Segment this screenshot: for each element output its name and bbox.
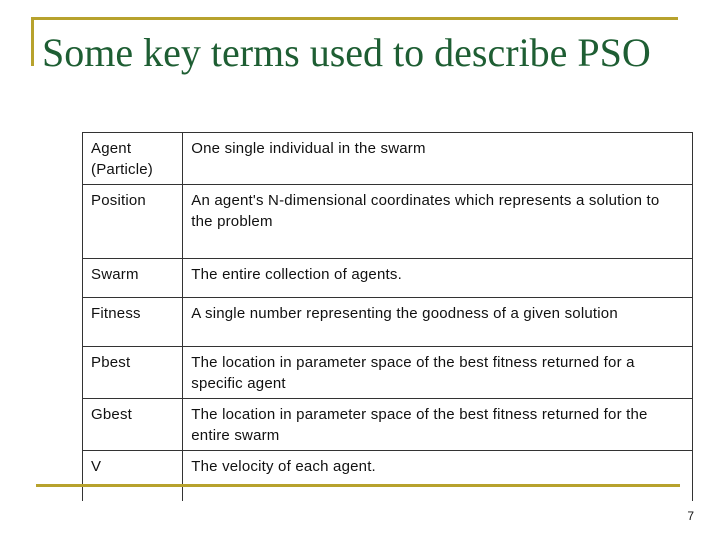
term-cell: Swarm (83, 259, 183, 298)
term-cell: V (83, 451, 183, 501)
table-row (83, 133, 693, 185)
left-accent-rule (31, 17, 34, 66)
term-cell: Position (83, 185, 183, 259)
table-row (83, 298, 693, 347)
definition-cell: A single number representing the goodness of a given solution (183, 298, 693, 347)
term-cell: Agent (Particle) (83, 133, 183, 185)
top-accent-rule (34, 17, 678, 20)
slide-title: Some key terms used to describe PSO (42, 30, 651, 75)
definition-cell: An agent's N-dimensional coordinates which represents a solution to the problem (183, 185, 693, 259)
table-row (83, 259, 693, 298)
terms-table (82, 132, 693, 501)
table-row (83, 347, 693, 399)
definition-cell: The location in parameter space of the best fitness returned for the entire swarm (183, 399, 693, 451)
definition-cell: The velocity of each agent. (183, 451, 693, 501)
table-row (83, 185, 693, 259)
definition-cell: The location in parameter space of the best fitness returned for a specific agent (183, 347, 693, 399)
term-cell: Gbest (83, 399, 183, 451)
definition-cell: The entire collection of agents. (183, 259, 693, 298)
term-cell: Fitness (83, 298, 183, 347)
table-row (83, 451, 693, 501)
bottom-accent-rule (36, 484, 680, 487)
term-cell: Pbest (83, 347, 183, 399)
page-number: 7 (687, 509, 694, 523)
definition-cell: One single individual in the swarm (183, 133, 693, 185)
table-row (83, 399, 693, 451)
